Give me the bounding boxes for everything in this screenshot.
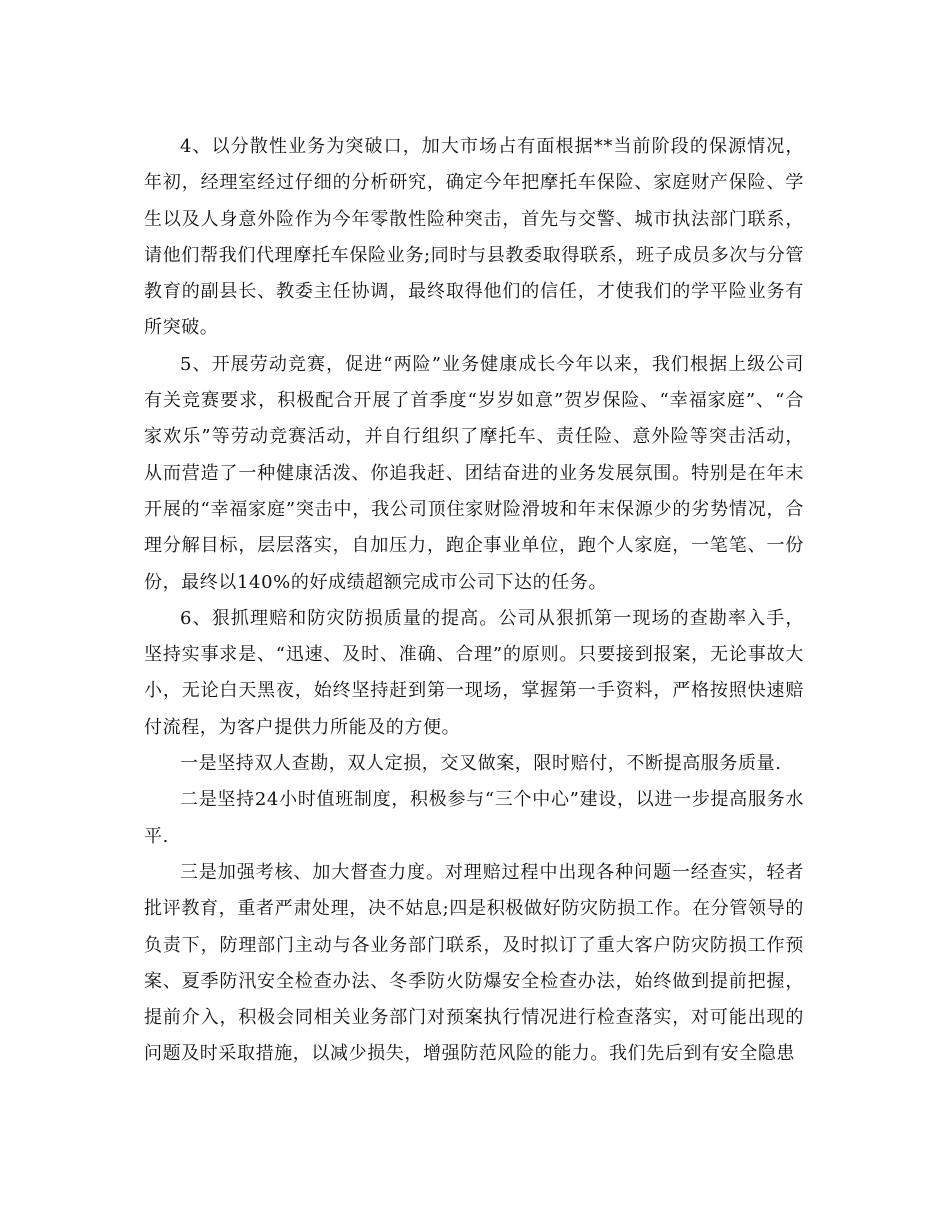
paragraph-point-one: 一是坚持双人查勘，双人定损，交叉做案，限时赔付，不断提高服务质量.: [180, 753, 782, 775]
paragraph-4-decentralized-business: 4、以分散性业务为突破口，加大市场占有面根据**当前阶段的保源情况，年初，经理室经过仔细的分析研究，确定今年把摩托车保险、家庭财产保险、学生以及人身意外险作为今年零散性险种突击，首先与交警、城市执法部门联系，请他们帮我们代理摩托车保险业务;同时与县教委取得联系，班子成员多次与分管教育的副县长、教委主任协调，最终取得他们的信任，才使我们的学平险业务有所突破。: [144, 136, 804, 339]
paragraph-point-two: 二是坚持24小时值班制度，积极参与“三个中心”建设，以进一步提高服务水平.: [144, 789, 804, 847]
paragraph-5-labor-competition: 5、开展劳动竞赛，促进“两险”业务健康成长今年以来，我们根据上级公司有关竞赛要求，积极配合开展了首季度“岁岁如意”贺岁保险、“幸福家庭”、“合家欢乐”等劳动竞赛活动，并自行组织了摩托车、责任险、意外险等突击活动，从而营造了一种健康活泼、你追我赶、团结奋进的业务发展氛围。特别是在年末开展的“幸福家庭”突击中，我公司顶住家财险滑坡和年末保源少的劣势情况，合理分解目标，层层落实，自加压力，跑企事业单位，跑个人家庭，一笔笔、一份份，最终以140%的好成绩超额完成市公司下达的任务。: [144, 353, 804, 593]
document-body: [144, 129, 804, 1073]
paragraph-6-claims-quality: 6、狠抓理赔和防灾防损质量的提高。公司从狠抓第一现场的查勘率入手，坚持实事求是、“迅速、及时、准确、合理”的原则。只要接到报案，无论事故大小，无论白天黑夜，始终坚持赶到第一现场，掌握第一手资料，严格按照快速赔付流程，为客户提供力所能及的方便。: [144, 607, 804, 738]
paragraph-point-three: 三是加强考核、加大督查力度。对理赔过程中出现各种问题一经查实，轻者批评教育，重者严肃处理，决不姑息;四是积极做好防灾防损工作。在分管领导的负责下，防理部门主动与各业务部门联系，及时拟订了重大客户防灾防损工作预案、夏季防汛安全检查办法、冬季防火防爆安全检查办法，始终做到提前把握，提前介入，积极会同相关业务部门对预案执行情况进行检查落实，对可能出现的问题及时采取措施，以减少损失，增强防范风险的能力。我们先后到有安全隐患: [144, 861, 804, 1065]
